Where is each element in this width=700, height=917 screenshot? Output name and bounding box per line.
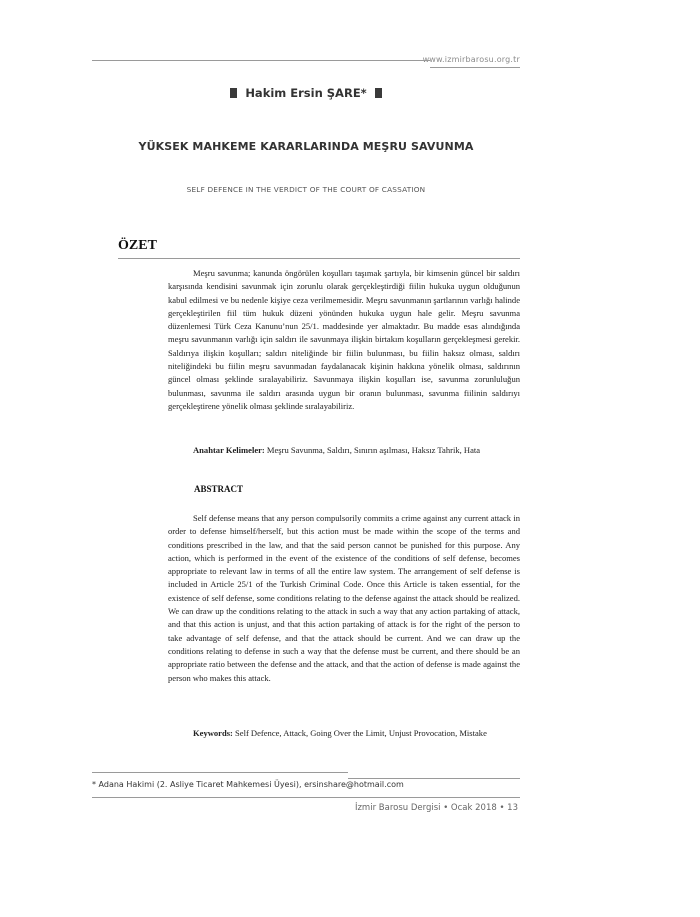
header-rule-end [430, 67, 520, 68]
header-url: www.izmirbarosu.org.tr [422, 55, 520, 64]
abstract-keywords-list: Self Defence, Attack, Going Over the Limit, Unjust Provocation, Mistake [235, 728, 487, 738]
abstract-heading: ABSTRACT [194, 484, 244, 494]
ozet-heading: ÖZET [118, 238, 157, 253]
author-name: Hakim Ersin ŞARE* [245, 86, 367, 100]
ozet-rule [118, 258, 520, 259]
footnote-rule-end [348, 778, 520, 779]
author-bullet-right [375, 88, 382, 98]
author-bullet-left [230, 88, 237, 98]
abstract-keywords [168, 727, 520, 740]
journal-footer: İzmir Barosu Dergisi • Ocak 2018 • 13 [354, 803, 518, 813]
author-line [0, 86, 612, 100]
header-rule [92, 60, 430, 61]
article-subtitle: SELF DEFENCE IN THE VERDICT OF THE COURT OF CASSATION [186, 185, 426, 194]
author-footnote: * Adana Hakimi (2. Asliye Ticaret Mahkemesi Üyesi), ersinshare@hotmail.com [92, 780, 404, 789]
ozet-keywords-list: Meşru Savunma, Saldırı, Sınırın aşılması, Haksız Tahrik, Hata [266, 445, 481, 455]
ozet-paragraph: Meşru savunma; kanunda öngörülen koşulları taşımak şartıyla, bir kimsenin güncel bir saldırı karşısında kendisini savunmak için zorunlu olarak gerçekleştirdiği fiilin hukuka uygun olduğunun kabul edilmesi ve bu nedenle kişiye ceza verilmemesidir. Meşru savunmanın şartlarının varlığı halinde gerçekleştirilen fiil tüm hukuk düzeni yönünden hukuka uygun hale gelir. Meşru savunma düzenlemesi Türk Ceza Kanunu’nun 25/1. maddesinde yer almaktadır. Bu madde esas alındığında meşru savunmanın varlığı için saldırı ile savunmaya ilişkin birtakım koşulların gerçekleşmesi gerekir. Saldırıya ilişkin koşulları; saldırı niteliğinde bir fiilin bulunması, bu fiilin haksız olması, saldırı niteliğindeki bu fiilin meşru savunmadan faydalanacak kişinin hakkına yönelik olması, saldırının güncel olması şeklinde sıralayabiliriz. Savunmaya ilişkin koşulları ise, savunma zorunluluğun bulunması, savunma ile saldırı arasında uygun bir oranın bulunması, savunma fiilinin saldırıyı gerçekleştirene yönelik olması şeklinde sıralayabiliriz. [168, 268, 520, 411]
abstract-paragraph: Self defense means that any person compulsorily commits a crime against any current attack in order to defense himself/herself, but this action must be made within the scope of the terms and conditions prescribed in the law, and that the said person cannot be punished for this purpose. Any action, which is performed in the event of the existence of the conditions of self defense, becomes appropriate to relevant law in terms of all the entire law system. The arrangement of self defense is included in Article 25/1 of the Turkish Criminal Code. Once this Article is taken essential, for the existence of self defense, some conditions relating to the defense against the attack should be realized. We can draw up the conditions relating to the attack in such a way that any action partaking of attack, and that this action is unjust, and that this action partaking of attack is for the right of the person to take advantage of self defense, and that the attack should be current. And we can draw up the conditions relating to defense in such a way that the defense must be current, and there should be an appropriate ratio between the defense and the attack, and that the action of defense is made against the person who makes this attack. [168, 513, 520, 683]
footer-rule [92, 797, 520, 798]
abstract-keywords-label: Keywords: [193, 728, 233, 738]
ozet-keywords-label: Anahtar Kelimeler: [193, 445, 265, 455]
footnote-rule [92, 772, 348, 773]
article-title: YÜKSEK MAHKEME KARARLARINDA MEŞRU SAVUNMA [138, 140, 474, 153]
ozet-keywords [168, 444, 520, 457]
